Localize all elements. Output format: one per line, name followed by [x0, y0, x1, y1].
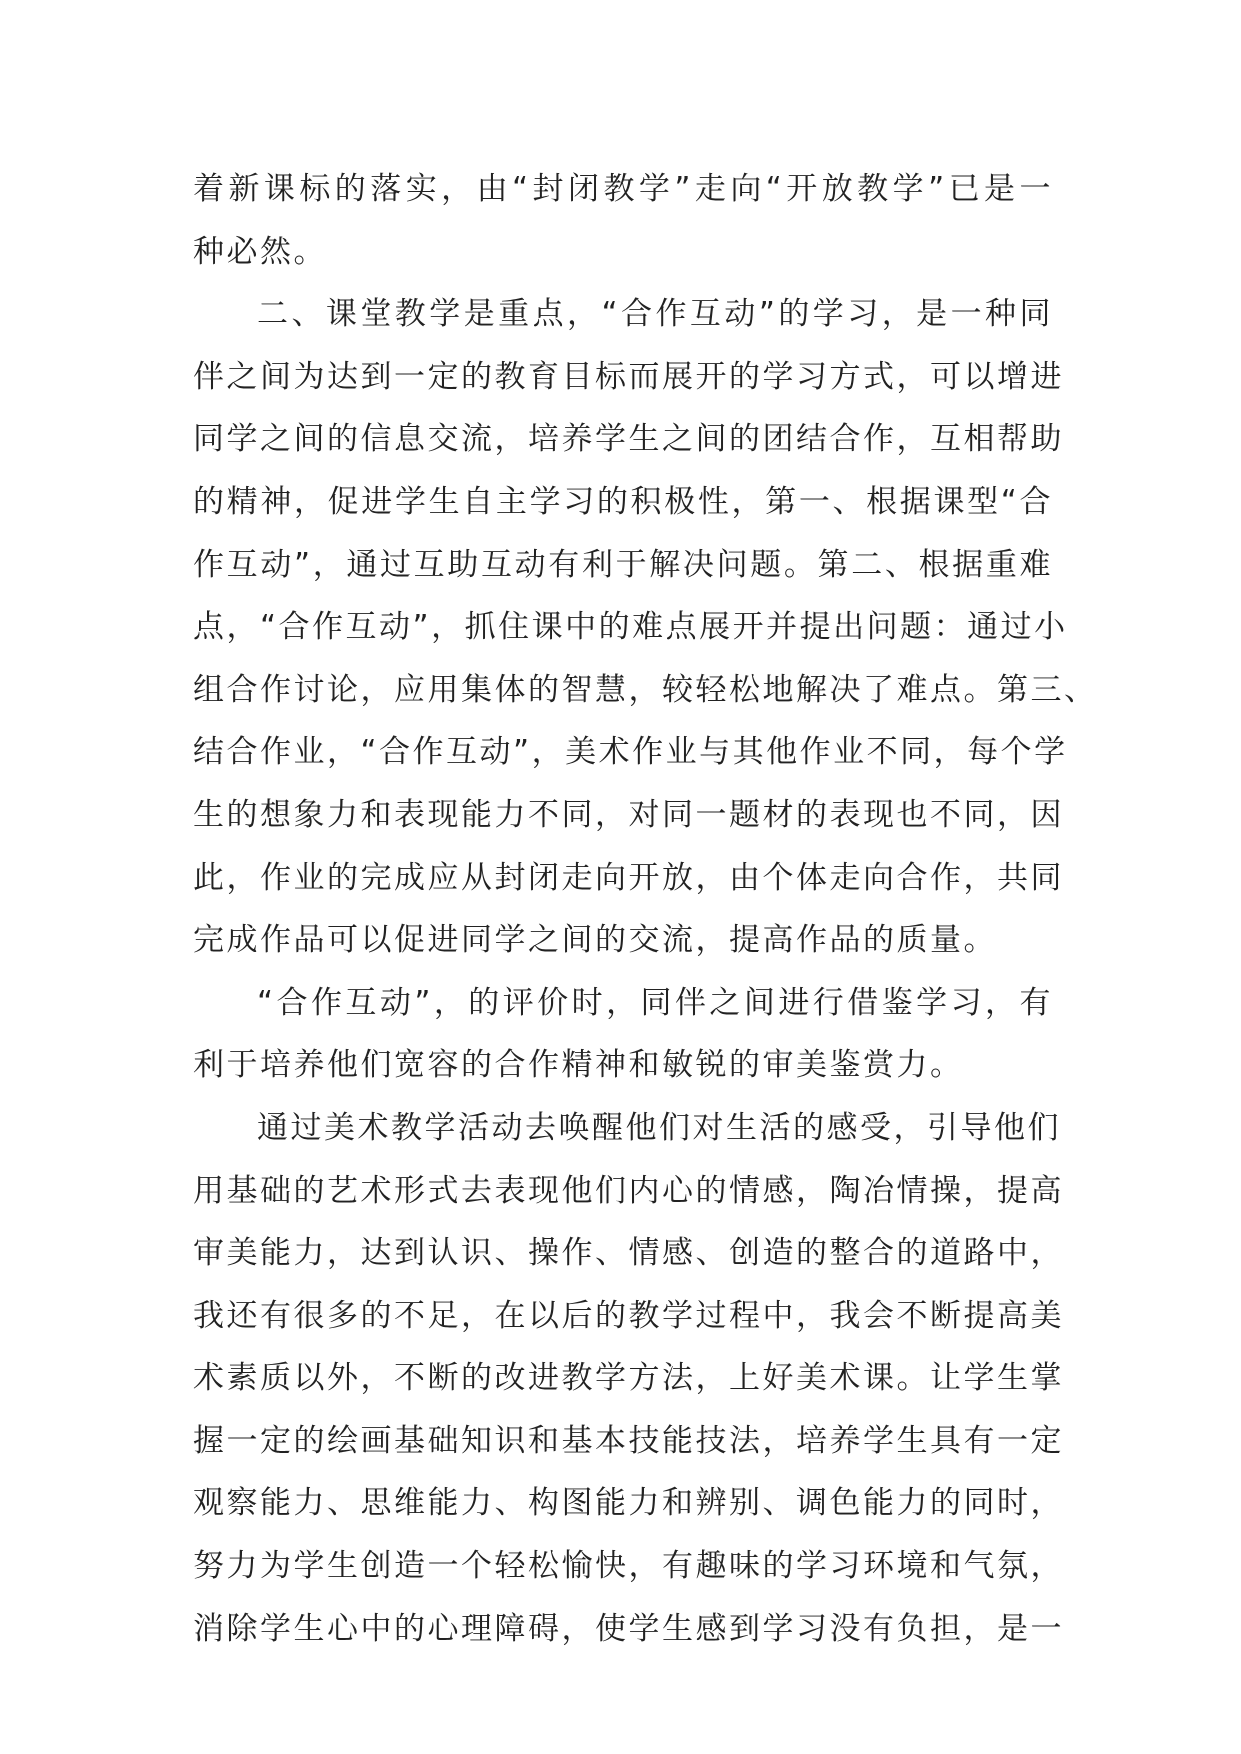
text-line: 着新课标的落实，由“封闭教学”走向“开放教学”已是一	[193, 171, 1053, 207]
text-line: 的精神，促进学生自主学习的积极性，第一、根据课型“合	[193, 483, 1053, 520]
text-line: 努力为学生创造一个轻松愉快，有趣味的学习环境和气氛，	[193, 1548, 1064, 1585]
paragraph-2	[193, 283, 1098, 972]
text-line: 审美能力，达到认识、操作、情感、创造的整合的道路中，	[193, 1235, 1064, 1272]
document-body	[193, 158, 1098, 1660]
text-line: 二、课堂教学是重点，“合作互动”的学习，是一种同	[257, 296, 1053, 333]
text-line: 我还有很多的不足，在以后的教学过程中，我会不断提高美	[193, 1297, 1064, 1334]
text-line: 种必然。	[193, 233, 327, 270]
text-line: 通过美术教学活动去唤醒他们对生活的感受，引导他们	[257, 1109, 1061, 1146]
text-line: 利于培养他们宽容的合作精神和敏锐的审美鉴赏力。	[193, 1047, 964, 1084]
text-line: 结合作业，“合作互动”，美术作业与其他作业不同，每个学	[193, 734, 1068, 771]
paragraph-1	[193, 158, 1053, 283]
text-line: 生的想象力和表现能力不同，对同一题材的表现也不同，因	[193, 796, 1064, 833]
text-line: 完成作品可以促进同学之间的交流，提高作品的质量。	[193, 922, 997, 959]
text-line: 伴之间为达到一定的教育目标而展开的学习方式，可以增进	[193, 358, 1064, 395]
text-line: 点，“合作互动”，抓住课中的难点展开并提出问题：通过小	[193, 609, 1068, 646]
text-line: 观察能力、思维能力、构图能力和辨别、调色能力的同时，	[193, 1485, 1064, 1522]
text-line: 组合作讨论，应用集体的智慧，较轻松地解决了难点。第三、	[193, 671, 1098, 708]
text-line: 握一定的绘画基础知识和基本技能技法，培养学生具有一定	[193, 1422, 1064, 1459]
text-line: 用基础的艺术形式去表现他们内心的情感，陶冶情操，提高	[193, 1172, 1064, 1209]
text-line: 此，作业的完成应从封闭走向开放，由个体走向合作，共同	[193, 859, 1064, 896]
text-line: 同学之间的信息交流，培养学生之间的团结合作，互相帮助	[193, 421, 1064, 458]
text-line: 术素质以外，不断的改进教学方法，上好美术课。让学生掌	[193, 1360, 1064, 1397]
text-line: “合作互动”，的评价时，同伴之间进行借鉴学习，有	[257, 984, 1053, 1021]
text-line: 消除学生心中的心理障碍，使学生感到学习没有负担，是一	[193, 1610, 1064, 1647]
paragraph-4	[193, 1097, 1064, 1660]
paragraph-3	[193, 972, 1053, 1097]
text-line: 作互动”，通过互助互动有利于解决问题。第二、根据重难	[193, 546, 1053, 583]
